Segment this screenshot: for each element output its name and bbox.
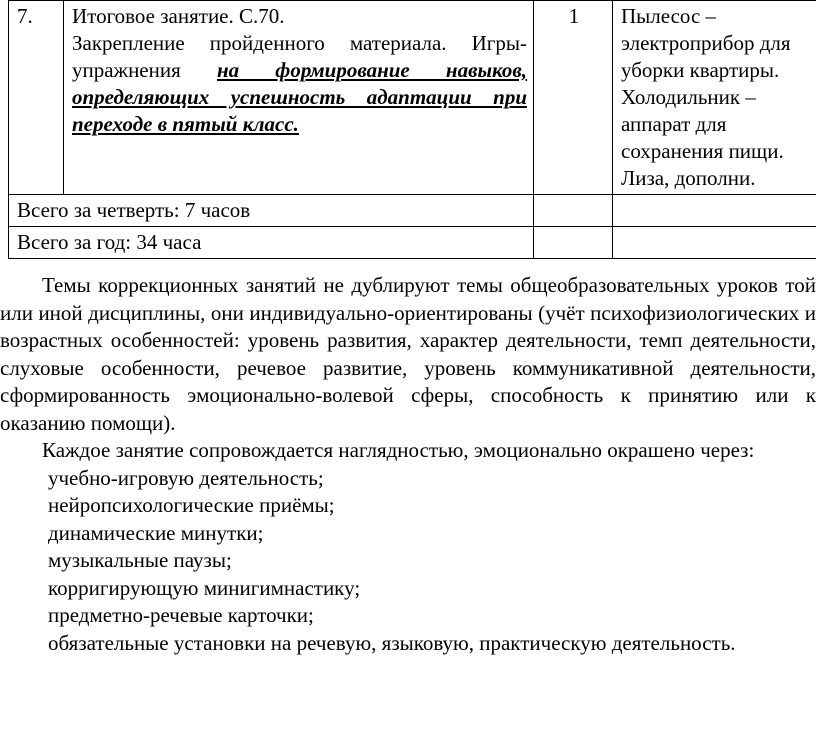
- empty-cell: [534, 195, 613, 227]
- paragraph-visual-aids: Каждое занятие сопровождается наглядностью, эмоционально окрашено через:: [42, 438, 755, 462]
- table-row: [9, 195, 816, 227]
- vocabulary-cell: Пылесос – электроприбор для уборки квартиры. Холодильник – аппарат для сохранения пищи. Лиза, дополни.: [613, 1, 816, 195]
- methods-list: [0, 465, 816, 658]
- list-item: предметно-речевые карточки;: [48, 603, 314, 627]
- table-row: [9, 1, 816, 195]
- lesson-hours-cell: 1: [534, 1, 613, 195]
- topic-emphasis: на формирование навыков, определяющих успешность адаптации при переходе в пятый класс.: [72, 58, 528, 136]
- body-text: [0, 272, 816, 657]
- list-item: корригирующую минигимнастику;: [48, 575, 361, 600]
- lesson-number-cell: 7.: [9, 1, 64, 195]
- paragraph-correction-topics: Темы коррекционных занятий не дублируют темы общеобразовательных уроков той или иной дисциплины, они индивидуально-ориентированы (учёт психофизиологических и возрастных особенностей: уровень развития, характер деятельности, темп деятельности, слуховые особенности, речевое развитие, уровень коммуникативной деятельности, сформированность эмоционально-волевой сферы, способность к принятию или к оказанию помощи).: [0, 273, 816, 435]
- empty-cell: [613, 195, 816, 227]
- list-item: музыкальные паузы;: [48, 548, 232, 572]
- list-item: динамические минутки;: [48, 520, 264, 545]
- table-row: [9, 227, 816, 259]
- lesson-topic-cell: [64, 1, 534, 195]
- lesson-plan-table: [8, 0, 816, 259]
- list-item: учебно-игровую деятельность;: [48, 465, 324, 490]
- topic-line-2: Закрепление пройденного материала. Игры-упражнения: [72, 31, 527, 82]
- total-year-cell: Всего за год: 34 часа: [9, 227, 534, 259]
- total-quarter-cell: Всего за четверть: 7 часов: [9, 195, 534, 227]
- empty-cell: [613, 227, 816, 259]
- list-item: нейропсихологические приёмы;: [48, 493, 335, 517]
- list-item: обязательные установки на речевую, языковую, практическую деятельность.: [48, 630, 736, 655]
- topic-line-1: Итоговое занятие. С.70.: [72, 4, 285, 28]
- empty-cell: [534, 227, 613, 259]
